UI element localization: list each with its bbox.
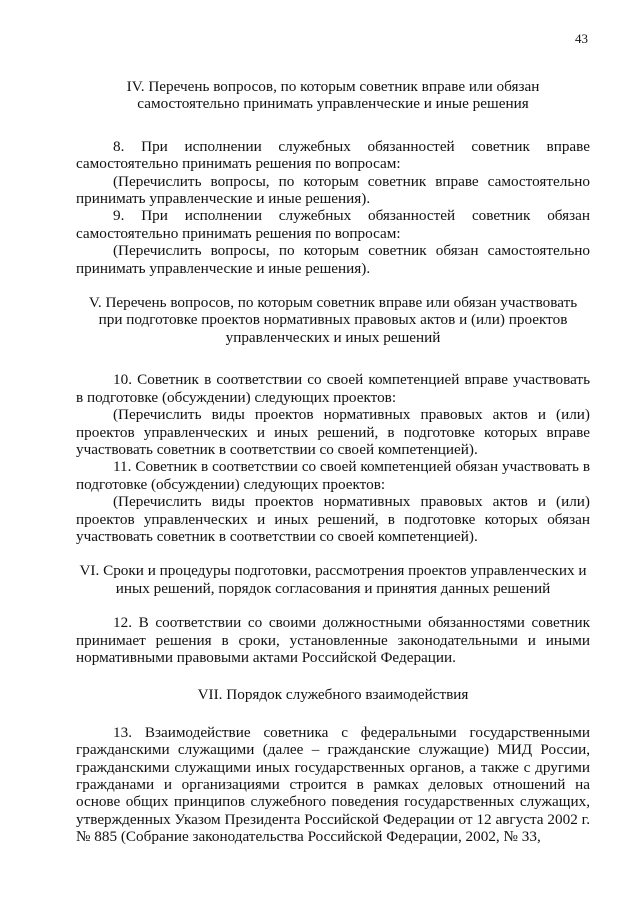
document-body <box>76 78 590 846</box>
page-number: 43 <box>575 31 588 46</box>
paragraph-11: 11. Советник в соответствии со своей компетенцией обязан участвовать в подготовке (обсуждении) следующих проектов: <box>76 458 590 493</box>
paragraph-13: 13. Взаимодействие советника с федеральными государственными гражданскими служащими (далее – гражданские служащие) МИД России, гражданскими служащими иных государственных органов, а также с другими гражданами и организациями строится в рамках деловых отношений на основе общих принципов служебного поведения государственных служащих, утвержденных Указом Президента Российской Федерации от 12 августа 2002 г. № 885 (Собрание законодательства Российской Федерации, 2002, № 33, <box>76 723 590 846</box>
paragraph-10-note: (Перечислить виды проектов нормативных правовых актов и (или) проектов управленческих и иных решений, в подготовке которых вправе участвовать советник в соответствии со своей компетенцией). <box>76 406 590 458</box>
section-heading-vi: VI. Сроки и процедуры подготовки, рассмотрения проектов управленческих и иных решений, порядок согласования и принятия данных решений <box>79 562 587 597</box>
paragraph-9-note: (Перечислить вопросы, по которым советник обязан самостоятельно принимать управленческие и иные решения). <box>76 242 590 277</box>
section-heading-vii: VII. Порядок служебного взаимодействия <box>197 686 469 704</box>
paragraph-8-note: (Перечислить вопросы, по которым советник вправе самостоятельно принимать управленческие и иные решения). <box>76 172 590 208</box>
paragraph-10: 10. Советник в соответствии со своей компетенцией вправе участвовать в подготовке (обсуждении) следующих проектов: <box>76 371 590 406</box>
paragraph-12: 12. В соответствии со своими должностными обязанностями советник принимает решения в сроки, установленные законодательными и иными нормативными правовыми актами Российской Федерации. <box>76 614 590 666</box>
section-heading-iv: IV. Перечень вопросов, по которым советник вправе или обязан самостоятельно принимать управленческие и иные решения <box>126 78 540 113</box>
section-heading-v: V. Перечень вопросов, по которым советник вправе или обязан участвовать при подготовке проектов нормативных правовых актов и (или) проектов управленческих и иных решений <box>88 294 578 346</box>
paragraph-9: 9. При исполнении служебных обязанностей советник обязан самостоятельно принимать решения по вопросам: <box>76 207 590 242</box>
paragraph-8: 8. При исполнении служебных обязанностей советник вправе самостоятельно принимать решения по вопросам: <box>76 137 590 173</box>
paragraph-11-note: (Перечислить виды проектов нормативных правовых актов и (или) проектов управленческих и иных решений, в подготовке которых обязан участвовать советник в соответствии со своей компетенцией). <box>76 493 590 545</box>
